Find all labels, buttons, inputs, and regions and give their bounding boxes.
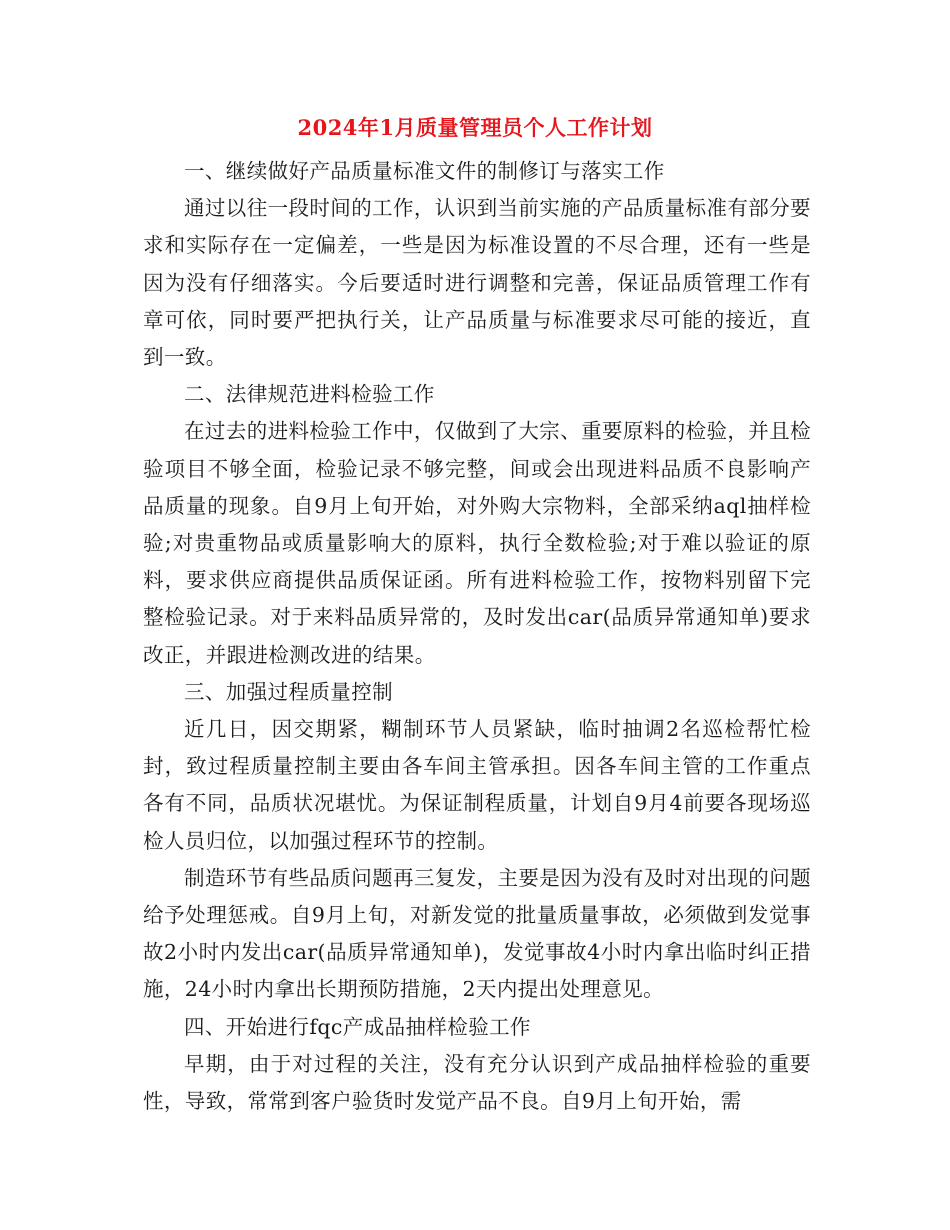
- paragraph: 近几日，因交期紧，糊制环节人员紧缺，临时抽调2名巡检帮忙检封，致过程质量控制主要由各车间主管承担。因各车间主管的工作重点各有不同，品质状况堪忧。为保证制程质量，计划自9月4前要各现场巡检人员归位，以加强过程环节的控制。: [143, 717, 811, 853]
- document-body: [143, 153, 811, 1120]
- paragraph: 制造环节有些品质问题再三复发，主要是因为没有及时对出现的问题给予处理惩戒。自9月上旬，对新发觉的批量质量事故，必须做到发觉事故2小时内发出car(品质异常通知单)，发觉事故4小时内拿出临时纠正措施，24小时内拿出长期预防措施，2天内提出处理意见。: [143, 865, 811, 1002]
- section-heading-3: 三、加强过程质量控制: [184, 679, 393, 704]
- paragraph: 早期，由于对过程的关注，没有充分认识到产成品抽样检验的重要性，导致，常常到客户验货时发觉产品不良。自9月上旬开始，需: [143, 1051, 811, 1114]
- section-heading-2: 二、法律规范进料检验工作: [184, 382, 435, 407]
- section-heading-1: 一、继续做好产品质量标准文件的制修订与落实工作: [184, 159, 665, 183]
- section-heading-4: 四、开始进行fqc产成品抽样检验工作: [184, 1014, 531, 1039]
- paragraph: 在过去的进料检验工作中，仅做到了大宗、重要原料的检验，并且检验项目不够全面，检验记录不够完整，间或会出现进料品质不良影响产品质量的现象。自9月上旬开始，对外购大宗物料，全部采纳aql抽样检验;对贵重物品或质量影响大的原料，执行全数检验;对于难以验证的原料，要求供应商提供品质保证函。所有进料检验工作，按物料别留下完整检验记录。对于来料品质异常的，及时发出car(品质异常通知单)要求改正，并跟进检测改进的结果。: [143, 419, 811, 667]
- document-title: 2024年1月质量管理员个人工作计划: [297, 115, 653, 140]
- paragraph: 通过以往一段时间的工作，认识到当前实施的产品质量标准有部分要求和实际存在一定偏差，一些是因为标准设置的不尽合理，还有一些是因为没有仔细落实。今后要适时进行调整和完善，保证品质管理工作有章可依，同时要严把执行关，让产品质量与标准要求尽可能的接近，直到一致。: [143, 196, 811, 370]
